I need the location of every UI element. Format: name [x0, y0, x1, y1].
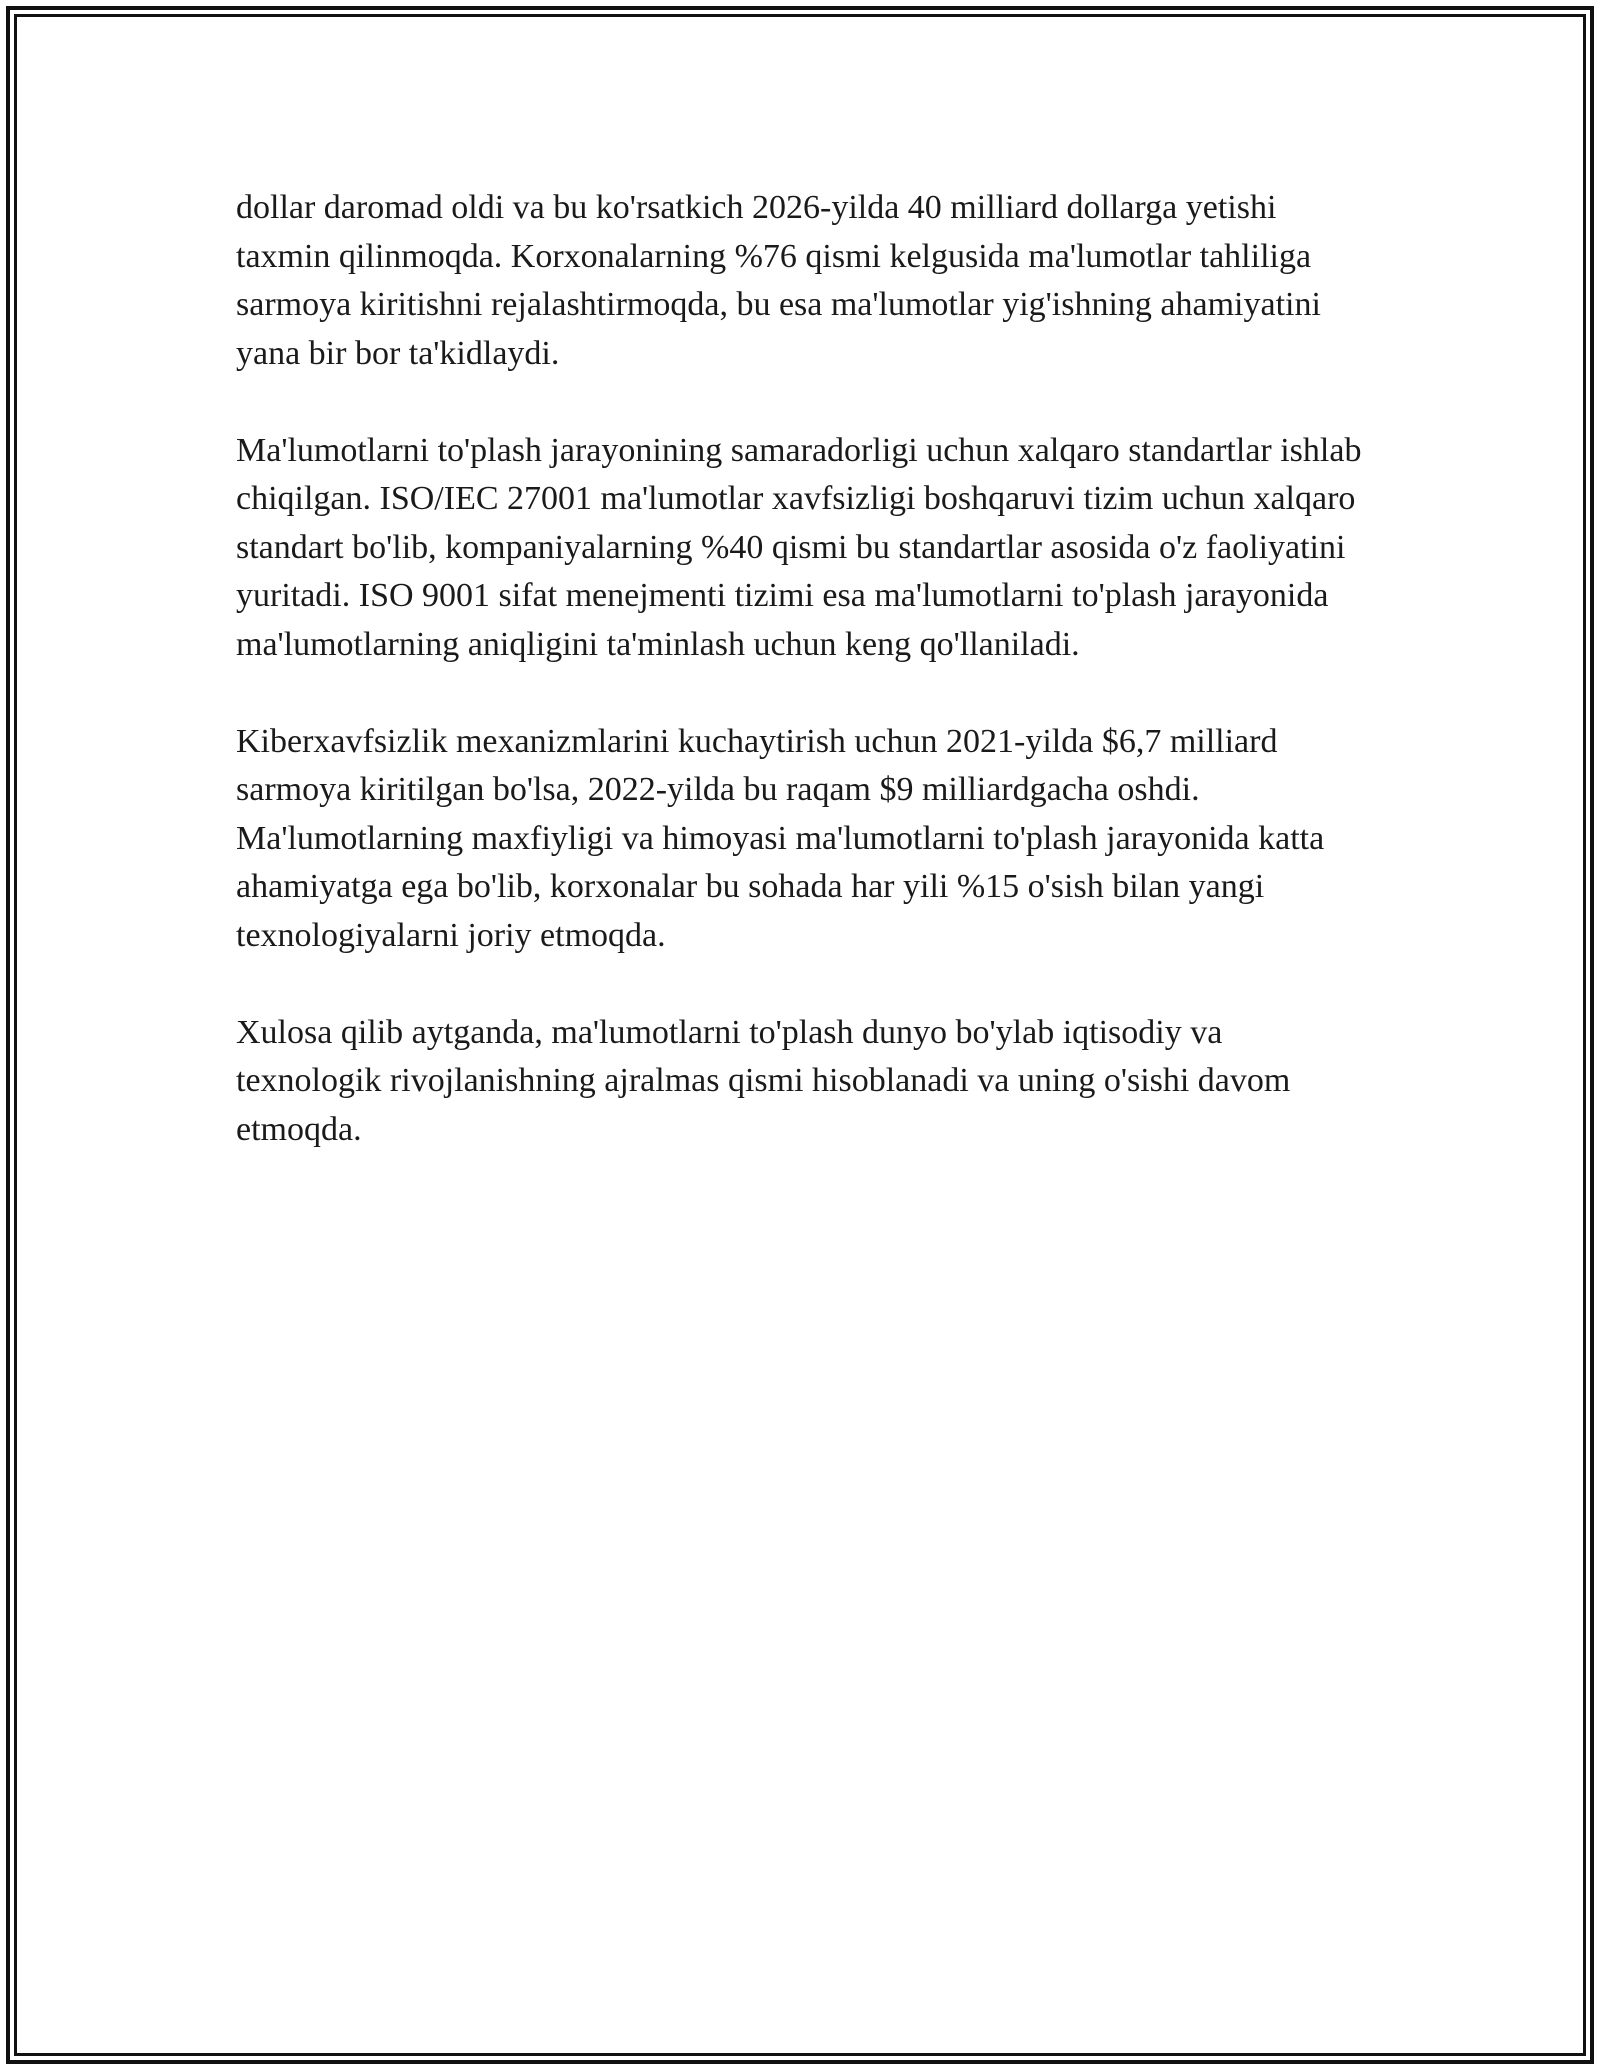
paragraph-1: dollar daromad oldi va bu ko'rsatkich 2026-yilda 40 milliard dollarga yetishi taxmin qilinmoqda. Korxonalarning %76 qismi kelgusida ma'lumotlar tahliliga sarmoya kiritishni rejalashtirmoqda, bu esa ma'lumotlar yig'ishning ahamiyatini yana bir bor ta'kidlaydi. — [236, 189, 1321, 372]
document-body — [236, 184, 1366, 1203]
paragraph-3: Kiberxavfsizlik mexanizmlarini kuchaytirish uchun 2021-yilda $6,7 milliard sarmoya kiritilgan bo'lsa, 2022-yilda bu raqam $9 milliardgacha oshdi. Ma'lumotlarning maxfiyligi va himoyasi ma'lumotlarni to'plash jarayonida katta ahamiyatga ega bo'lib, korxonalar bu sohada har yili %15 o'sish bilan yangi texnologiyalarni joriy etmoqda. — [236, 722, 1325, 954]
paragraph-4: Xulosa qilib aytganda, ma'lumotlarni to'plash dunyo bo'ylab iqtisodiy va texnologik rivojlanishning ajralmas qismi hisoblanadi va uning o'sishi davom etmoqda. — [236, 1013, 1291, 1148]
paragraph-2: Ma'lumotlarni to'plash jarayonining samaradorligi uchun xalqaro standartlar ishlab chiqilgan. ISO/IEC 27001 ma'lumotlar xavfsizligi boshqaruvi tizim uchun xalqaro standart bo'lib, kompaniyalarning %40 qismi bu standartlar asosida o'z faoliyatini yuritadi. ISO 9001 sifat menejmenti tizimi esa ma'lumotlarni to'plash jarayonida ma'lumotlarning aniqligini ta'minlash uchun keng qo'llaniladi. — [236, 431, 1362, 663]
